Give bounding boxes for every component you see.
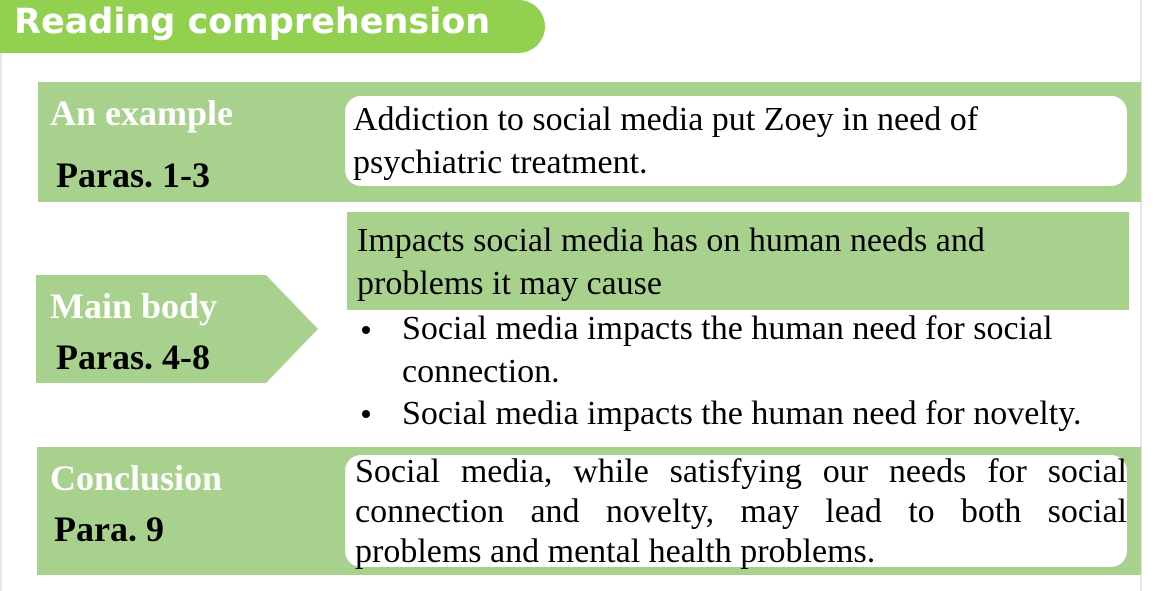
example-summary-text: Addiction to social media put Zoey in need of psychiatric treatment. [353,101,979,181]
example-paras: Paras. 1-3 [56,155,210,195]
conclusion-summary-text: Social media, while satisfying our needs for social connection and novelty, may lead to both social problems and mental health problems. [355,453,1127,570]
main-body-paras: Paras. 4-8 [56,337,210,377]
bullet-2-dot [362,410,370,418]
slide-edge-left [0,53,2,591]
section-title-tab [0,0,545,53]
bullet-1-text: Social media impacts the human need for social connection. [402,310,1053,390]
example-label: An example [50,93,233,133]
conclusion-label: Conclusion [50,458,223,498]
main-body-label: Main body [50,286,218,326]
conclusion-paras: Para. 9 [54,509,164,549]
page-title: Reading comprehension [14,2,491,42]
bullet-2-text: Social media impacts the human need for novelty. [402,395,1082,432]
main-body-heading-text: Impacts social media has on human needs and problems it may cause [357,222,985,302]
bullet-1-dot [362,326,370,334]
